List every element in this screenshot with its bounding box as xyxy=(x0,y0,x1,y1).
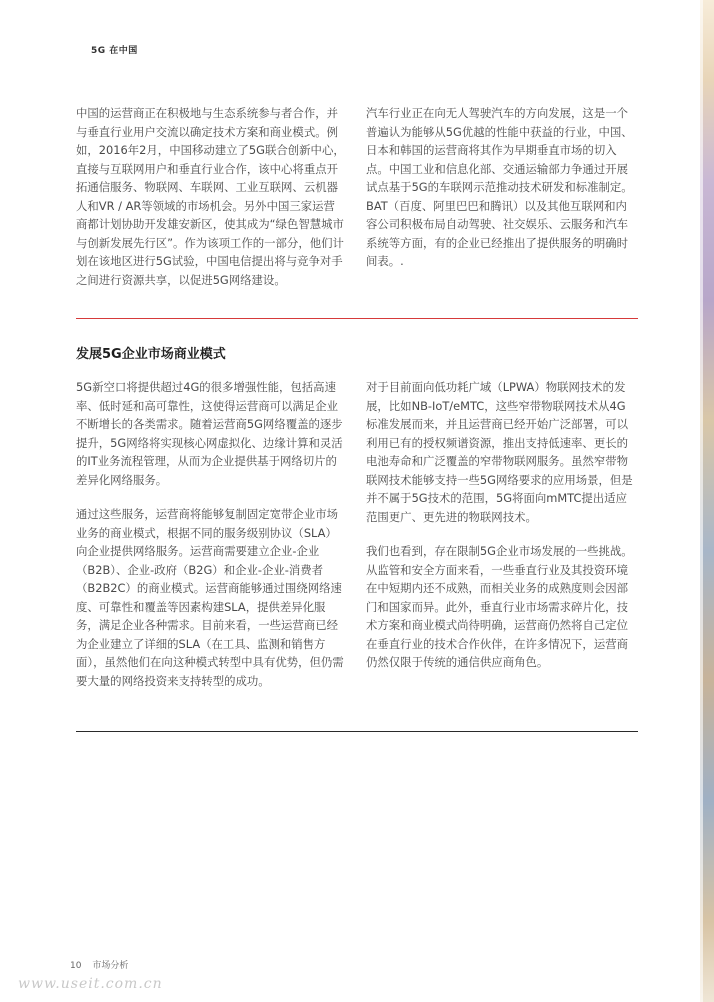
page-footer xyxy=(70,958,128,971)
watermark: www.useit.com.cn xyxy=(18,976,163,992)
top-right-column xyxy=(366,104,636,287)
top-left-column xyxy=(76,104,346,305)
paragraph: 汽车行业正在向无人驾驶汽车的方向发展，这是一个普遍认为能够从5G优越的性能中获益的行业，中国、日本和韩国的运营商将其作为早期垂直市场的切入点。中国工业和信息化部、交通运输部力争通过开展试点基于5G的车联网示范推动技术研发和标准制定。BAT（百度、阿里巴巴和腾讯）以及其他互联网和内容公司积极布局自动驾驶、社交娱乐、云服务和汽车系统等方面，有的企业已经推出了提供服务的明确时间表。. xyxy=(366,106,633,268)
section-left-column xyxy=(76,378,346,706)
paragraph: 通过这些服务，运营商将能够复制固定宽带企业市场业务的商业模式，根据不同的服务级别协议（SLA）向企业提供网络服务。运营商需要建立企业-企业（B2B）、企业-政府（B2G）和企业-企业-消费者（B2B2C）的商业模式。运营商能够通过围绕网络速度、可靠性和覆盖等因素构建SLA，提供差异化服务，满足企业各种需求。目前来看，一些运营商已经为企业建立了详细的SLA（在工具、监测和销售方面），虽然他们在向这种模式转型中具有优势，但仍需要大量的网络投资来支持转型的成功。 xyxy=(76,507,344,688)
section-right-column xyxy=(366,378,636,688)
paragraph: 对于目前面向低功耗广域（LPWA）物联网技术的发展，比如NB-IoT/eMTC，这些窄带物联网技术从4G标准发展而来，并且运营商已经开始广泛部署，可以利用已有的授权频谱资源，推出支持低速率、更长的电池寿命和广泛覆盖的窄带物联网服务。虽然窄带物联网技术能够支持一些5G网络要求的应用场景，但是并不属于5G技术的范围，5G将面向mMTC提出适应范围更广、更先进的物联网技术。 xyxy=(366,380,633,524)
section-divider-red xyxy=(76,318,638,319)
section-divider-black xyxy=(76,731,638,732)
page-number: 10 xyxy=(70,961,82,971)
paragraph: 中国的运营商正在积极地与生态系统参与者合作，并与垂直行业用户交流以确定技术方案和商业模式。例如，2016年2月，中国移动建立了5G联合创新中心，直接与互联网用户和垂直行业合作，该中心将重点开拓通信服务、物联网、车联网、工业互联网、云机器人和VR / AR等领域的市场机会。另外中国三家运营商都计划协助开发雄安新区，使其成为“绿色智慧城市与创新发展先行区”。作为该项工作的一部分，他们计划在该地区进行5G试验，中国电信提出将与竞争对手之间进行资源共享，以促进5G网络建设。 xyxy=(76,106,345,287)
footer-section-label: 市场分析 xyxy=(92,961,129,971)
paragraph: 我们也看到，存在限制5G企业市场发展的一些挑战。从监管和安全方面来看，一些垂直行业及其投资环境在中短期内还不成熟，而相关业务的成熟度则会因部门和国家而异。此外，垂直行业市场需求碎片化，技术方案和商业模式尚待明确，运营商仍然将自己定位在垂直行业的技术合作伙伴，在许多情况下，运营商仍然仅限于传统的通信供应商角色。 xyxy=(366,544,633,669)
section-heading: 发展5G企业市场商业模式 xyxy=(76,347,226,362)
running-header: 5G 在中国 xyxy=(91,46,138,56)
decorative-edge-strip xyxy=(700,0,714,1002)
paragraph: 5G新空口将提供超过4G的很多增强性能，包括高速率、低时延和高可靠性，这使得运营商可以满足企业不断增长的各类需求。随着运营商5G网络覆盖的逐步提升，5G网络将实现核心网虚拟化、边缘计算和灵活的IT业务流程管理，从而为企业提供基于网络切片的差异化网络服务。 xyxy=(76,380,343,487)
